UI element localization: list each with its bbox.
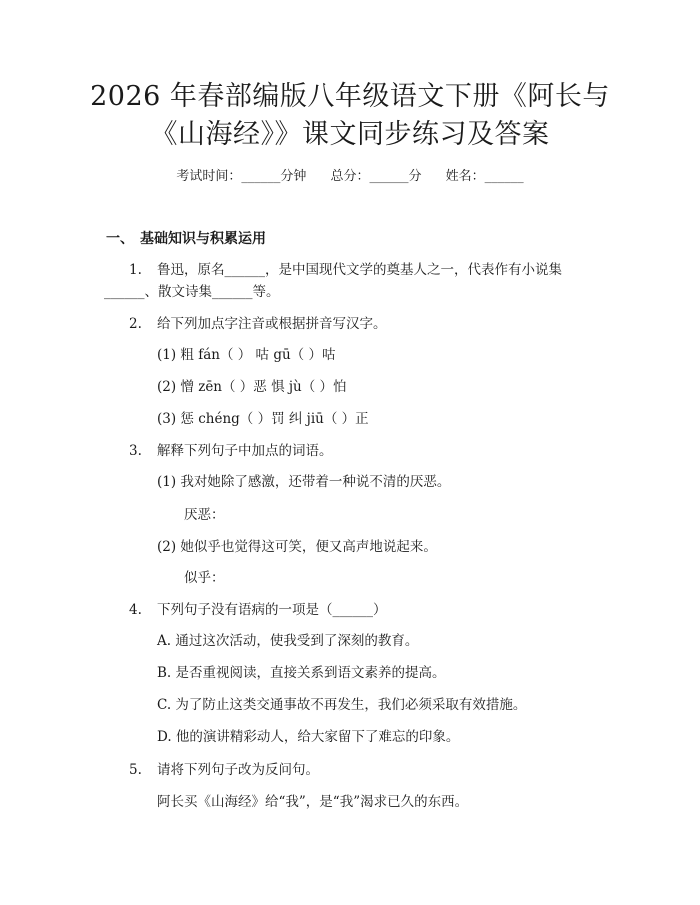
option-a: A. 通过这次活动，使我受到了深刻的教育。 xyxy=(157,633,419,649)
question-2-item-3: (3) 惩 chéng（ ）罚 纠 jiū（ ）正 xyxy=(157,411,369,427)
document-title xyxy=(0,78,700,154)
question-number: 3. xyxy=(129,443,142,459)
question-4 xyxy=(129,600,387,620)
question-number: 1. xyxy=(129,262,142,278)
student-name: 姓名：______ xyxy=(445,169,524,184)
question-number: 2. xyxy=(129,316,142,332)
question-1-line-1 xyxy=(129,260,562,280)
question-text: 给下列加点字注音或根据拼音写汉字。 xyxy=(157,316,387,332)
exam-info xyxy=(0,167,700,187)
section-heading xyxy=(106,229,266,249)
question-1-line-2: ______、散文诗集______等。 xyxy=(104,284,280,300)
option-b: B. 是否重视阅读，直接关系到语文素养的提高。 xyxy=(157,665,446,681)
question-text: 请将下列句子改为反问句。 xyxy=(157,762,319,778)
question-text: 下列句子没有语病的一项是（______） xyxy=(157,602,387,618)
question-3-sentence-2: (2) 她似乎也觉得这可笑，便又高声地说起来。 xyxy=(157,539,437,555)
question-text: 解释下列句子中加点的词语。 xyxy=(157,443,333,459)
section-number: 一、 xyxy=(106,231,134,247)
option-c: C. 为了防止这类交通事故不再发生，我们必须采取有效措施。 xyxy=(157,697,527,713)
question-number: 4. xyxy=(129,602,142,618)
question-3-answer-1: 厌恶： xyxy=(184,507,225,523)
question-3-sentence-1: (1) 我对她除了感激，还带着一种说不清的厌恶。 xyxy=(157,474,451,490)
total-score: 总分：______分 xyxy=(330,169,422,184)
question-2-item-1: (1) 粗 fán（ ） 咕 gū（ ）咕 xyxy=(157,347,336,363)
section-title: 基础知识与积累运用 xyxy=(140,231,266,247)
question-3 xyxy=(129,441,333,461)
question-3-answer-2: 似乎： xyxy=(184,570,225,586)
question-5 xyxy=(129,760,319,780)
question-2-item-2: (2) 憎 zēn（ ）恶 惧 jù（ ）怕 xyxy=(157,379,347,395)
title-line-2: 《山海经》》课文同步练习及答案 xyxy=(150,119,550,150)
question-5-sentence: 阿长买《山海经》给“我”，是“我”渴求已久的东西。 xyxy=(157,794,469,810)
question-2 xyxy=(129,314,387,334)
exam-time: 考试时间：______分钟 xyxy=(176,169,307,184)
question-number: 5. xyxy=(129,762,142,778)
title-line-1: 2026 年春部编版八年级语文下册《阿长与 xyxy=(90,81,610,112)
question-text: 鲁迅，原名______，是中国现代文学的奠基人之一，代表作有小说集 xyxy=(157,262,562,278)
option-d: D. 他的演讲精彩动人，给大家留下了难忘的印象。 xyxy=(157,729,460,745)
